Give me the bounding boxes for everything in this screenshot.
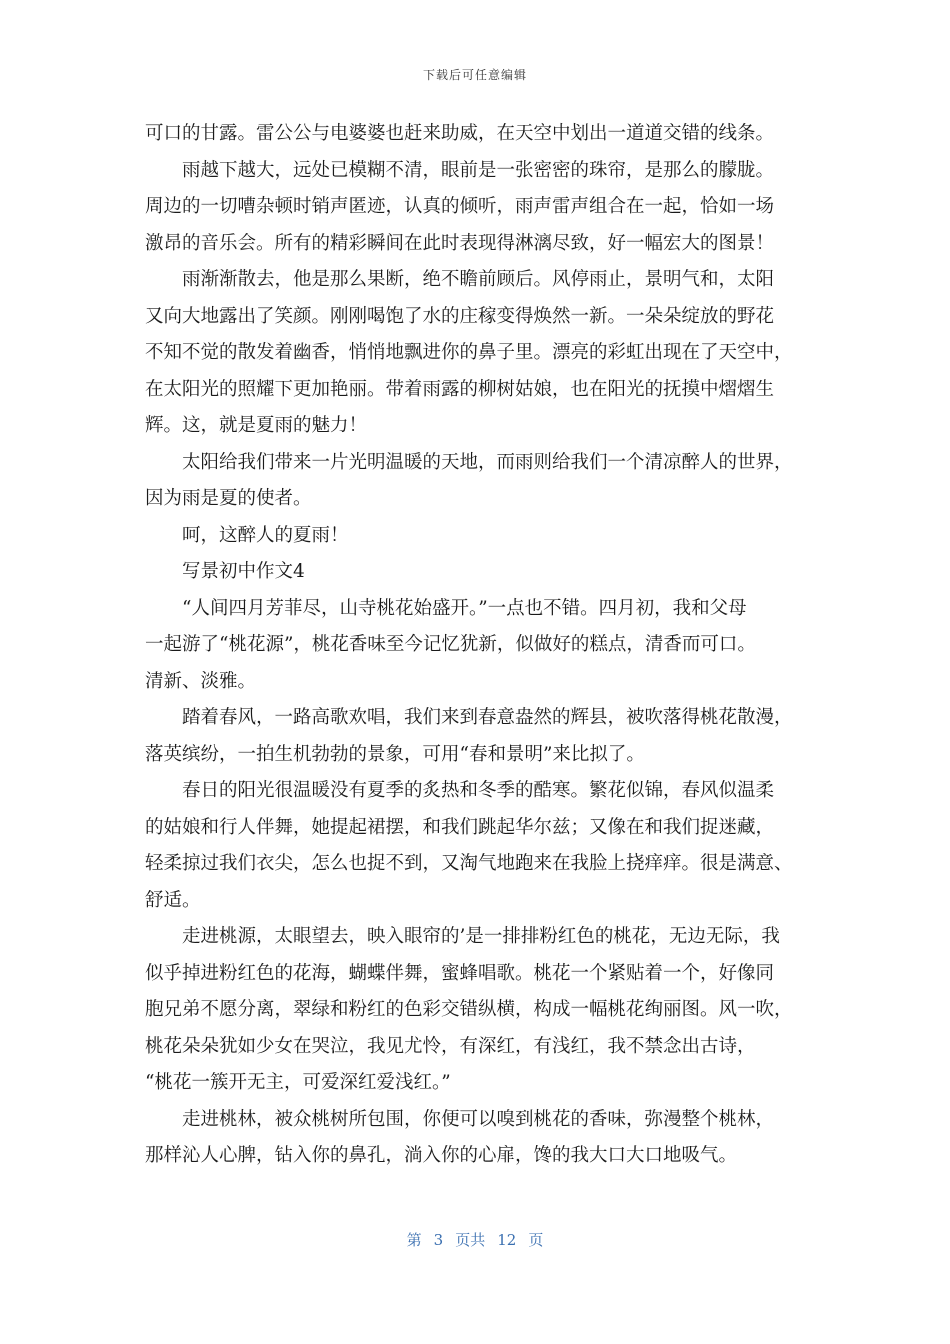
- text-line: 似乎掉进粉红色的花海，蝴蝶伴舞，蜜蜂唱歌。桃花一个紧贴着一个，好像同: [145, 962, 775, 984]
- page-footer: [0, 1229, 950, 1250]
- text-line: 在太阳光的照耀下更加艳丽。带着雨露的柳树姑娘，也在阳光的抚摸中熠熠生: [145, 378, 775, 400]
- text-line: “人间四月芳菲尽，山寺桃花始盛开。”一点也不错。四月初，我和父母: [182, 597, 747, 619]
- text-line: 清新、淡雅。: [145, 670, 257, 692]
- text-line: 春日的阳光很温暖没有夏季的炙热和冬季的酷寒。繁花似锦，春风似温柔: [182, 780, 775, 801]
- text-line: 走进桃源，太眼望去，映入眼帘的’是一排排粉红色的桃花，无边无际，我: [182, 926, 780, 947]
- text-line: 那样沁人心脾，钻入你的鼻孔，淌入你的心扉，馋的我大口大口地吸气。: [145, 1145, 738, 1166]
- text-line: 的姑娘和行人伴舞，她提起裙摆，和我们跳起华尔兹；又像在和我们捉迷藏，: [145, 816, 775, 838]
- footer-total-pages: 12: [497, 1231, 517, 1249]
- footer-current-page: 3: [433, 1231, 444, 1249]
- page-header-note: 下载后可任意编辑: [422, 68, 527, 82]
- text-line: 轻柔掠过我们衣尖，怎么也捉不到，又淘气地跑来在我脸上挠痒痒。很是满意、: [145, 853, 793, 874]
- text-line: 激昂的音乐会。所有的精彩瞬间在此时表现得淋漓尽致，好一幅宏大的图景！: [145, 232, 775, 254]
- text-line: 写景初中作文4: [182, 561, 305, 582]
- text-line: 落英缤纷，一拍生机勃勃的景象，可用“春和景明”来比拟了。: [145, 743, 645, 765]
- text-line: 踏着春风，一路高歌欢唱，我们来到春意盎然的辉县，被吹落得桃花散漫，: [182, 707, 793, 728]
- footer-word-ye: 页: [528, 1231, 544, 1249]
- text-line: 桃花朵朵犹如少女在哭泣，我见尤怜，有深红，有浅红，我不禁念出古诗，: [145, 1035, 756, 1057]
- text-line: 舒适。: [145, 889, 201, 911]
- text-line: 雨渐渐散去，他是那么果断，绝不瞻前顾后。风停雨止，景明气和，太阳: [182, 269, 775, 290]
- text-line: 又向大地露出了笑颜。刚刚喝饱了水的庄稼变得焕然一新。一朵朵绽放的野花: [145, 305, 775, 327]
- text-line: 呵，这醉人的夏雨！: [182, 524, 349, 546]
- text-line: 不知不觉的散发着幽香，悄悄地飘进你的鼻子里。漂亮的彩虹出现在了天空中，: [145, 342, 793, 363]
- text-line: 雨越下越大，远处已模糊不清，眼前是一张密密的珠帘，是那么的朦胧。: [182, 159, 775, 181]
- document-body: [145, 116, 810, 1175]
- footer-word-ye-gong: 页共: [455, 1231, 486, 1249]
- text-line: 一起游了“桃花源”，桃花香味至今记忆犹新，似做好的糕点，清香而可口。: [145, 634, 756, 655]
- text-line: 辉。这，就是夏雨的魅力！: [145, 415, 368, 436]
- text-line: 胞兄弟不愿分离，翠绿和粉红的色彩交错纵横，构成一幅桃花绚丽图。风一吹，: [145, 999, 793, 1020]
- text-line: 周边的一切嘈杂顿时销声匿迹，认真的倾听，雨声雷声组合在一起，恰如一场: [145, 196, 775, 217]
- footer-word-di: 第: [406, 1231, 422, 1249]
- text-line: 因为雨是夏的使者。: [145, 488, 312, 509]
- text-line: 走进桃林，被众桃树所包围，你便可以嗅到桃花的香味，弥漫整个桃林，: [182, 1108, 775, 1130]
- text-line: 太阳给我们带来一片光明温暖的天地，而雨则给我们一个清凉醉人的世界，: [182, 451, 793, 473]
- text-line: “桃花一簇开无主，可爱深红爱浅红。”: [145, 1072, 451, 1093]
- text-line: 可口的甘露。雷公公与电婆婆也赶来助威，在天空中划出一道道交错的线条。: [145, 123, 775, 144]
